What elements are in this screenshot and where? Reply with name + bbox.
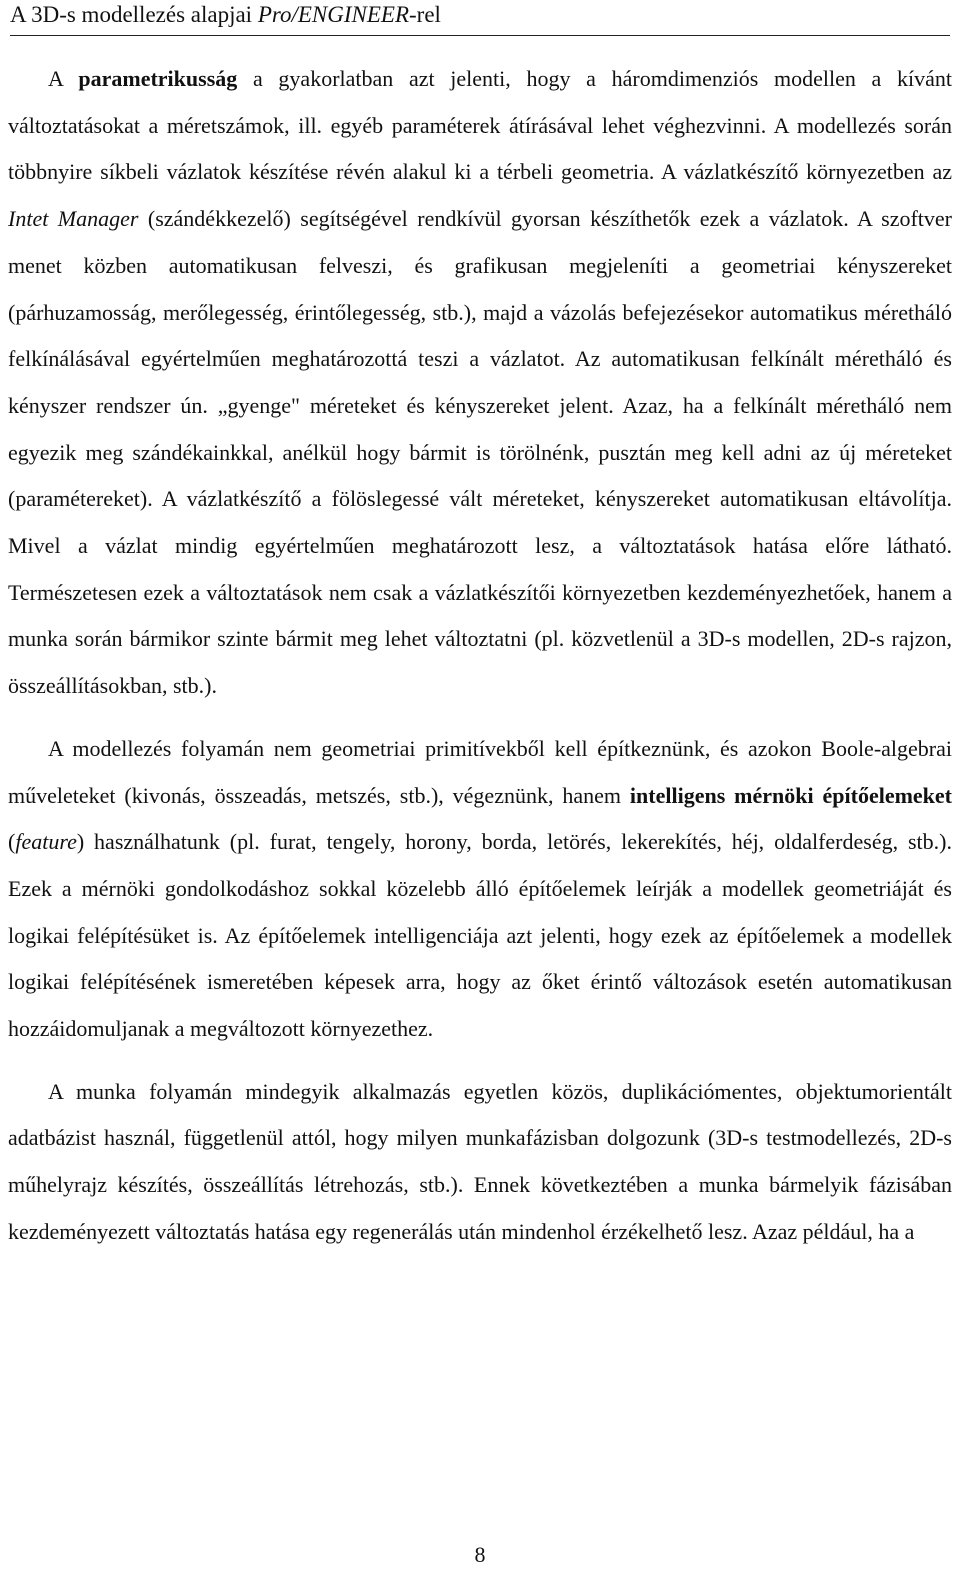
paragraph-parametric — [8, 56, 952, 710]
text-run: A munka folyamán mindegyik alkalmazás egyetlen közös, duplikációmentes, objektumorientált adatbázist használ, függetlenül attól, hogy milyen munkafázisban dolgozunk (3D-s testmodellezés, 2D-s műhelyrajz készítés, összeállítás létrehozás, stb.). Ennek következtében a munka bármelyik fázisában kezdeményezett változtatás hatása egy regenerálás után mindenhol érzékelhető lesz. Azaz például, ha a — [8, 1078, 952, 1244]
term-feature: feature — [15, 829, 77, 855]
header-title-suffix: -rel — [409, 2, 441, 27]
text-run: ) használhatunk (pl. furat, tengely, horony, borda, letörés, lekerekítés, héj, oldalferdeség, stb.). Ezek a mérnöki gondolkodáshoz sokkal közelebb álló építőelemek leírják a modellek geometriáját és logikai felépítésüket is. Az építőelemek intelligenciája azt jelenti, hogy ezek az építőelemek a modellek logikai felépítésének ismeretében képesek arra, hogy az őket érintő változások esetén automatikusan hozzáidomuljanak a megváltozott környezethez. — [8, 829, 952, 1042]
term-intent-manager: Intet Manager — [8, 206, 139, 232]
header-title-product: Pro/ENGINEER — [257, 2, 409, 27]
text-run: a gyakorlatban azt jelenti, hogy a háromdimenziós modellen a kívánt változtatásokat a méretszámok, ill. egyéb paraméterek átírásával lehet véghezvinni. A modellezés során többnyire síkbeli vázlatok készítése révén alakul ki a térbeli geometria. A vázlatkészítő környezetben az — [8, 66, 952, 185]
text-run: A modellezés folyamán nem geometriai primitívekből kell építkeznünk, és azokon Boole-algebrai műveleteket (kivonás, összeadás, metszés, stb.), végeznünk, hanem — [8, 735, 952, 808]
term-intelligent-features: intelligens mérnöki építőelemeket — [629, 782, 952, 808]
page-number: 8 — [474, 1542, 486, 1567]
page-header — [10, 0, 950, 36]
text-run: (szándékkezelő) segítségével rendkívül gyorsan készíthetők ezek a vázlatok. A szoftver menet közben automatikusan felveszi, és grafikusan megjeleníti a geometriai kényszereket (párhuzamosság, merőlegesség, érintőlegesség, stb.), majd a vázolás befejezésekor automatikus méretháló felkínálásával egyértelműen meghatározottá teszi a vázlatot. Az automatikusan felkínált méretháló és kényszer rendszer ún. „gyenge" méreteket és kényszereket jelent. Azaz, ha a felkínált méretháló nem egyezik meg szándékainkkal, anélkül hogy bármit is törölnénk, pusztán meg kell adni az új méreteket (paramétereket). A vázlatkészítő a fölöslegessé vált méreteket, kényszereket automatikusan eltávolítja. Mivel a vázlat mindig egyértelműen meghatározott lesz, a változtatások hatása előre látható. Természetesen ezek a változtatások nem csak a vázlatkészítői környezetben kezdeményezhetőek, hanem a munka során bármikor szinte bármit meg lehet változtatni (pl. közvetlenül a 3D-s modellen, 2D-s rajzon, összeállításokban, stb.). — [8, 206, 952, 699]
text-run: A — [48, 66, 79, 91]
header-title-prefix: A 3D-s modellezés alapjai — [10, 2, 258, 27]
term-parametricity: parametrikusság — [78, 66, 238, 91]
text-run: ( — [8, 829, 16, 855]
document-body — [8, 56, 952, 1256]
paragraph-features — [8, 726, 952, 1053]
paragraph-database — [8, 1069, 952, 1256]
